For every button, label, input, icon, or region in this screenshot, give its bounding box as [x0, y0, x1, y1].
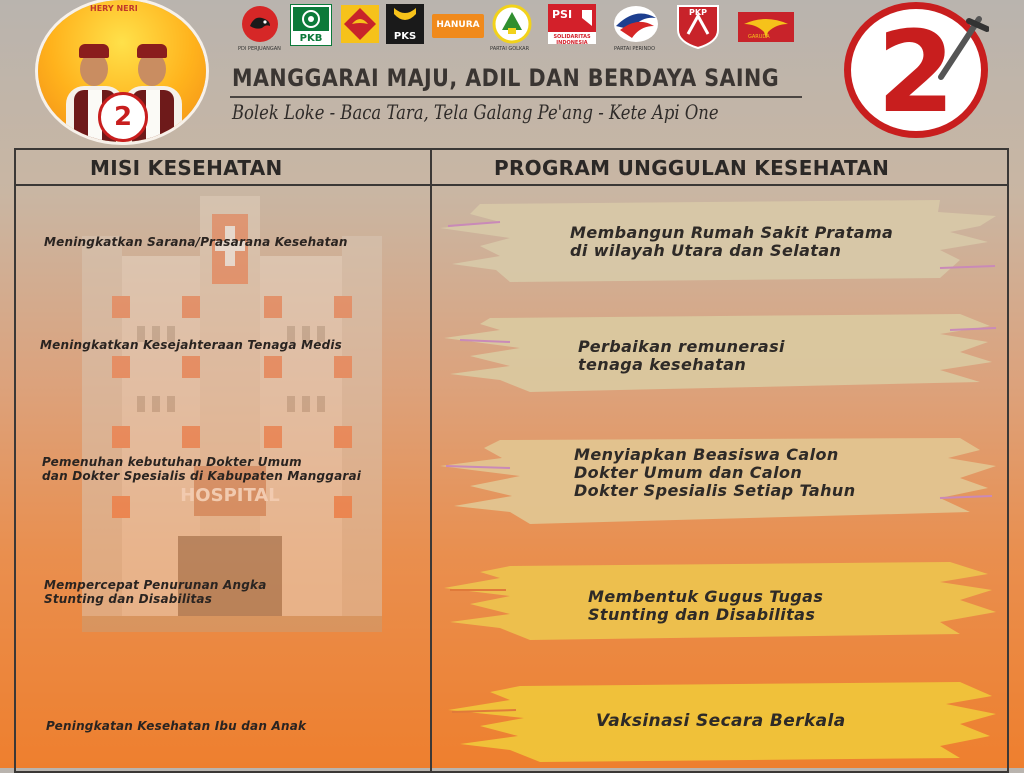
- mission-item: Meningkatkan Sarana/Prasarana Kesehatan: [44, 235, 348, 249]
- pkb-logo: [290, 4, 332, 46]
- slogan-title: MANGGARAI MAJU, ADIL DAN BERDAYA SAING: [232, 64, 780, 92]
- program-text: Membentuk Gugus Tugas Stunting dan Disabilitas: [588, 587, 824, 624]
- perindo-logo: [612, 4, 660, 44]
- mission-item: Mempercepat Penurunan Angka Stunting dan Disabilitas: [44, 578, 267, 606]
- gerindra-logo: [340, 4, 380, 44]
- program-text: Perbaikan remunerasi tenaga kesehatan: [578, 337, 785, 374]
- column-divider: [430, 148, 432, 773]
- perindo-caption: PARTAI PERINDO: [614, 46, 656, 52]
- candidate-top-text: HERY NERI: [90, 4, 138, 13]
- pkp-label: PKP: [689, 8, 707, 17]
- pks-logo: [386, 4, 424, 44]
- program-text: Membangun Rumah Sakit Pratama di wilayah Utara dan Selatan: [570, 223, 894, 260]
- candidate-number-large: 2: [877, 8, 955, 138]
- header-divider: [14, 184, 1009, 186]
- candidate-number-badge: 2: [98, 92, 148, 142]
- slogan-divider: [230, 96, 802, 98]
- program-card: [440, 680, 1000, 764]
- hanura-label: HANURA: [436, 20, 480, 30]
- pkb-label: PKB: [299, 33, 323, 44]
- mission-item: Meningkatkan Kesejahteraan Tenaga Medis: [40, 338, 343, 352]
- hanura-logo: [432, 14, 484, 38]
- mission-item: Pemenuhan kebutuhan Dokter Umum dan Dokter Spesialis di Kabupaten Manggarai: [42, 455, 362, 483]
- mission-header: MISI KESEHATAN: [90, 156, 283, 180]
- program-header: PROGRAM UNGGULAN KESEHATAN: [494, 156, 890, 180]
- pkp-logo: [674, 4, 722, 44]
- pdi-perjuangan-logo: [240, 4, 280, 44]
- program-card: [440, 198, 1000, 284]
- psi-caption: SOLIDARITAS INDONESIA: [553, 34, 591, 46]
- psi-label: PSI: [552, 8, 573, 21]
- program-card: [440, 560, 1000, 644]
- program-text: Vaksinasi Secara Berkala: [596, 711, 846, 731]
- candidate-photo: [38, 0, 206, 142]
- nail-icon: [929, 15, 989, 85]
- candidate-number-emblem: [844, 2, 988, 138]
- party-logos: [236, 2, 796, 58]
- program-card: [440, 312, 1000, 396]
- golkar-caption: PARTAI GOLKAR: [490, 46, 530, 52]
- garuda-caption: GARUDA: [748, 34, 770, 40]
- program-card: [440, 436, 1000, 528]
- slogan-subtitle: Bolek Loke - Baca Tara, Tela Galang Pe'ang - Kete Api One: [232, 100, 719, 124]
- mission-item: Peningkatan Kesehatan Ibu dan Anak: [46, 719, 307, 733]
- golkar-logo: [490, 4, 534, 44]
- pks-label: PKS: [393, 31, 417, 42]
- hospital-illustration: [82, 196, 382, 632]
- hospital-sign: HOSPITAL: [180, 485, 280, 506]
- psi-logo: [548, 4, 596, 44]
- pdi-caption: PDI PERJUANGAN: [238, 46, 281, 52]
- program-text: Menyiapkan Beasiswa Calon Dokter Umum dan Calon Dokter Spesialis Setiap Tahun: [574, 445, 856, 500]
